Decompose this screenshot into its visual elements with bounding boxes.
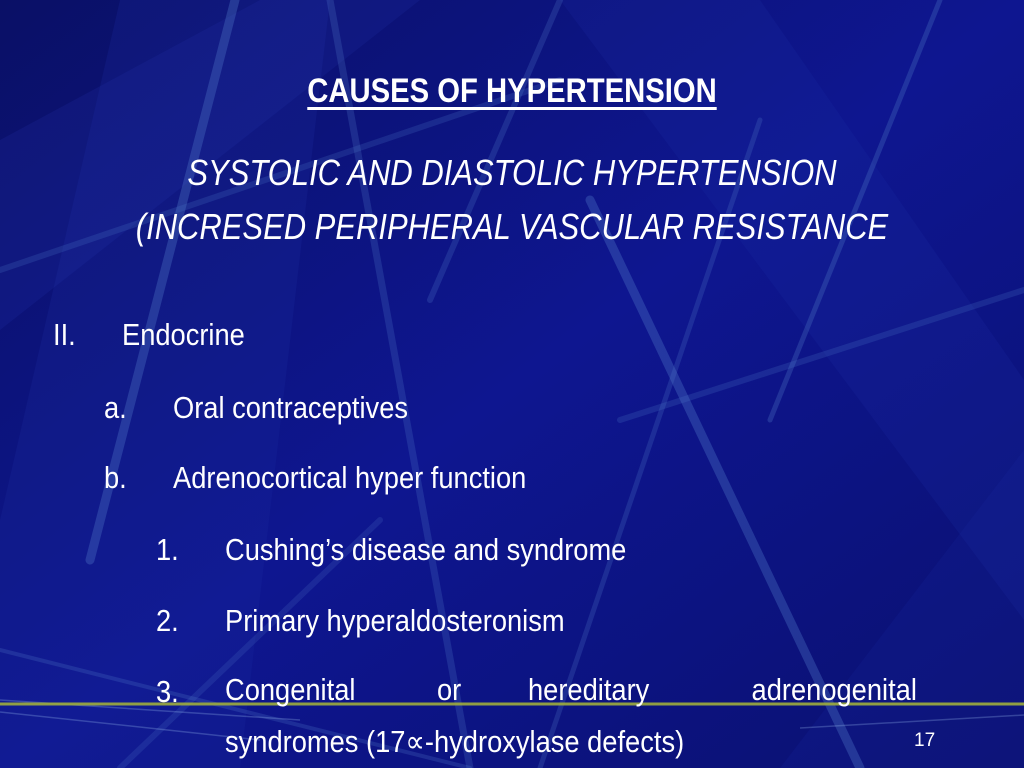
- outline-3-word: hereditary: [527, 672, 650, 707]
- slide-title: CAUSES OF HYPERTENSION: [307, 72, 717, 110]
- outline-3-line-2: syndromes (17∝-hydroxylase defects): [225, 724, 685, 759]
- outline-3-line-1: [225, 672, 917, 712]
- outline-b-marker: b.: [104, 460, 127, 495]
- slide-subtitle-line-1: SYSTOLIC AND DIASTOLIC HYPERTENSION: [187, 152, 837, 193]
- outline-b-text: Adrenocortical hyper function: [173, 460, 527, 495]
- outline-1-text: Cushing’s disease and syndrome: [225, 532, 627, 567]
- outline-1-marker: 1.: [156, 532, 179, 567]
- outline-main-marker: II.: [53, 317, 76, 352]
- outline-3-word: adrenogenital: [751, 672, 917, 707]
- outline-2-text: Primary hyperaldosteronism: [225, 603, 565, 638]
- outline-main-text: Endocrine: [122, 317, 245, 352]
- outline-2-marker: 2.: [156, 603, 179, 638]
- page-number: 17: [914, 730, 936, 751]
- outline-a-text: Oral contraceptives: [173, 390, 409, 425]
- outline-a-marker: a.: [104, 390, 127, 425]
- outline-3-word: Congenital: [225, 672, 356, 707]
- outline-3-word: or: [436, 672, 461, 707]
- slide-subtitle-line-2: (INCRESED PERIPHERAL VASCULAR RESISTANCE: [135, 206, 889, 247]
- outline-3-marker: 3.: [156, 674, 179, 709]
